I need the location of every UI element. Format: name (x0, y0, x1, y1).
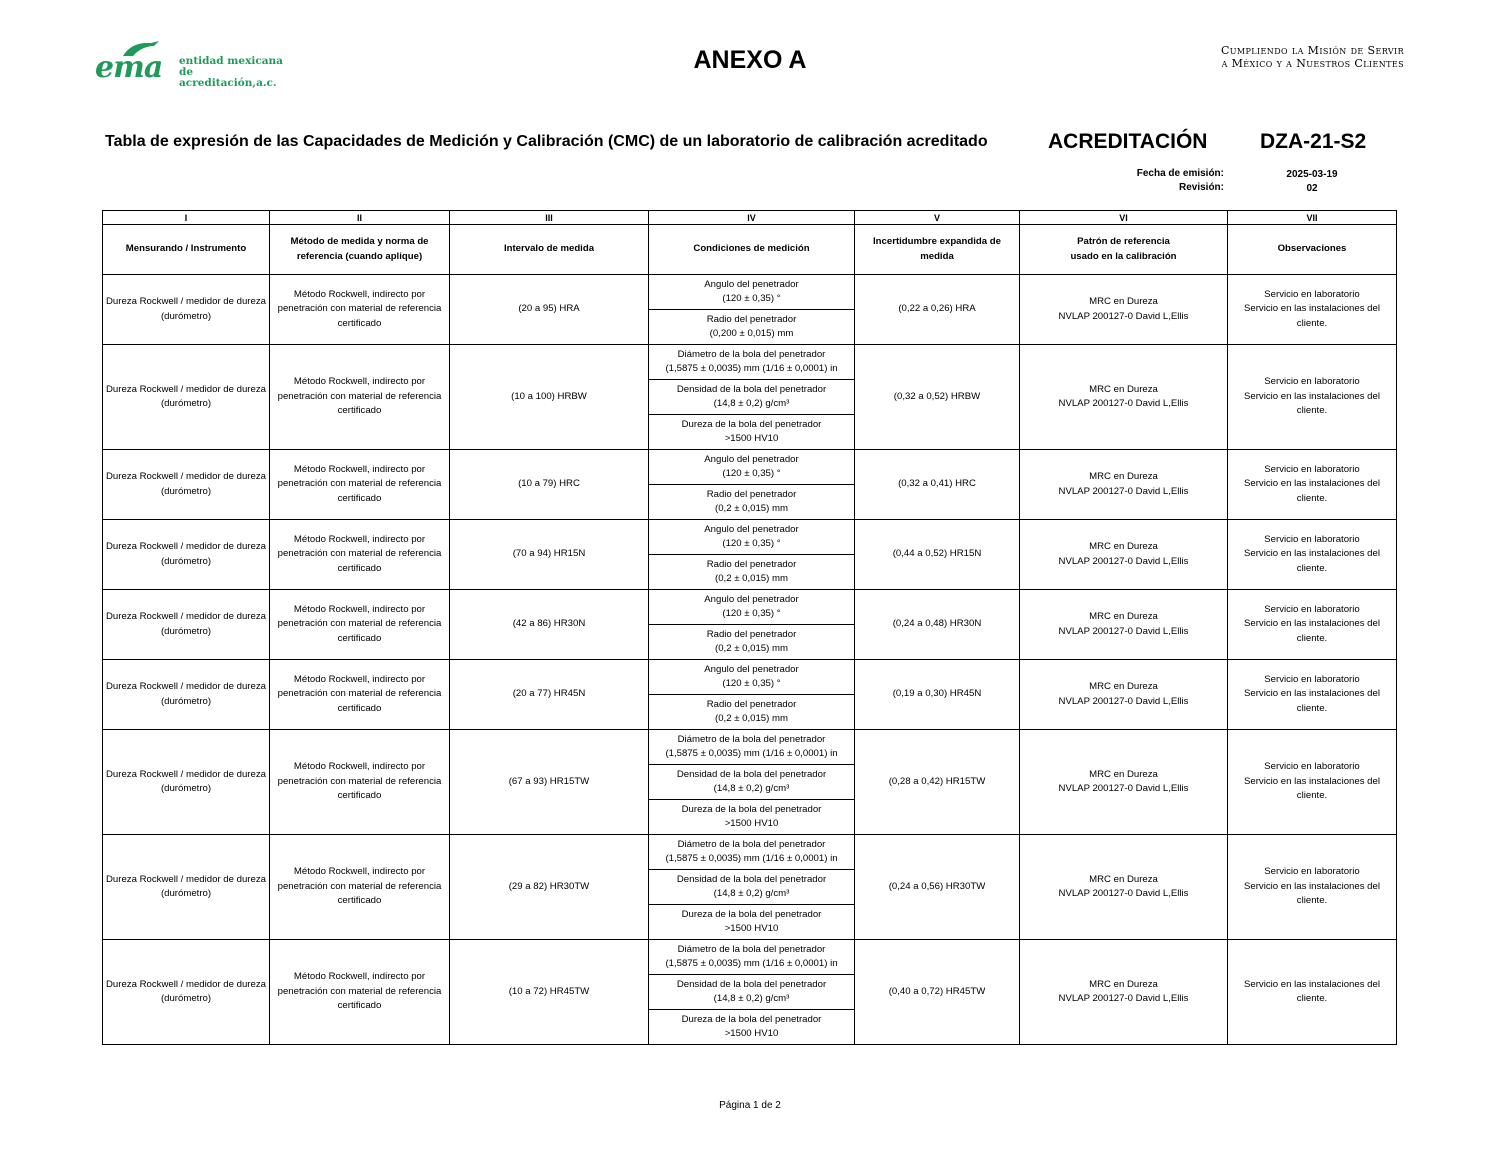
table-row (103, 450, 1397, 485)
table-row (103, 835, 1397, 870)
uncertainty-cell: (0,44 a 0,52) HR15N (855, 520, 1020, 590)
condition-cell: Diámetro de la bola del penetrador (1,5875 ± 0,0035) mm (1/16 ± 0,0001) in (649, 940, 855, 975)
condition-cell: Radio del penetrador (0,2 ± 0,015) mm (649, 555, 855, 590)
page-number: Página 1 de 2 (719, 1100, 781, 1111)
condition-cell: Densidad de la bola del penetrador (14,8 ± 0,2) g/cm³ (649, 975, 855, 1010)
revision-value: 02 (1306, 183, 1318, 194)
range-cell: (20 a 77) HR45N (450, 660, 649, 730)
range-cell: (29 a 82) HR30TW (450, 835, 649, 940)
condition-cell: Dureza de la bola del penetrador >1500 HV10 (649, 415, 855, 450)
condition-cell: Radio del penetrador (0,2 ± 0,015) mm (649, 485, 855, 520)
observations-cell: Servicio en laboratorio Servicio en las instalaciones del cliente. (1228, 660, 1397, 730)
measurand-cell: Dureza Rockwell / medidor de dureza (durómetro) (103, 450, 270, 520)
reference-standard-cell: MRC en Dureza NVLAP 200127-0 David L,Ellis (1020, 835, 1228, 940)
reference-standard-cell: MRC en Dureza NVLAP 200127-0 David L,Ellis (1020, 590, 1228, 660)
range-cell: (70 a 94) HR15N (450, 520, 649, 590)
range-cell: (42 a 86) HR30N (450, 590, 649, 660)
measurand-cell: Dureza Rockwell / medidor de dureza (durómetro) (103, 520, 270, 590)
column-header: Mensurando / Instrumento (103, 225, 270, 275)
logo-text-line2: de acreditación,a.c. (179, 66, 277, 89)
measurand-cell: Dureza Rockwell / medidor de dureza (durómetro) (103, 345, 270, 450)
condition-cell: Diámetro de la bola del penetrador (1,5875 ± 0,0035) mm (1/16 ± 0,0001) in (649, 345, 855, 380)
condition-cell: Radio del penetrador (0,200 ± 0,015) mm (649, 310, 855, 345)
reference-standard-cell: MRC en Dureza NVLAP 200127-0 David L,Ellis (1020, 660, 1228, 730)
observations-cell: Servicio en laboratorio Servicio en las instalaciones del cliente. (1228, 835, 1397, 940)
observations-cell: Servicio en laboratorio Servicio en las instalaciones del cliente. (1228, 345, 1397, 450)
condition-cell: Angulo del penetrador (120 ± 0,35) ° (649, 450, 855, 485)
condition-cell: Angulo del penetrador (120 ± 0,35) ° (649, 590, 855, 625)
page-title: ANEXO A (693, 46, 807, 74)
table-row (103, 275, 1397, 310)
uncertainty-cell: (0,32 a 0,52) HRBW (855, 345, 1020, 450)
issue-date: 2025-03-19 (1286, 169, 1338, 180)
condition-cell: Angulo del penetrador (120 ± 0,35) ° (649, 520, 855, 555)
condition-cell: Diámetro de la bola del penetrador (1,5875 ± 0,0035) mm (1/16 ± 0,0001) in (649, 835, 855, 870)
accreditation-label: ACREDITACIÓN (1048, 130, 1208, 153)
slogan-line2: a México y a Nuestros Clientes (1221, 57, 1404, 70)
range-cell: (10 a 72) HR45TW (450, 940, 649, 1045)
measurand-cell: Dureza Rockwell / medidor de dureza (durómetro) (103, 275, 270, 345)
condition-cell: Densidad de la bola del penetrador (14,8 ± 0,2) g/cm³ (649, 870, 855, 905)
table-row (103, 590, 1397, 625)
logo-mark: ema (95, 50, 163, 85)
range-cell: (10 a 79) HRC (450, 450, 649, 520)
condition-cell: Radio del penetrador (0,2 ± 0,015) mm (649, 695, 855, 730)
measurand-cell: Dureza Rockwell / medidor de dureza (durómetro) (103, 590, 270, 660)
uncertainty-cell: (0,22 a 0,26) HRA (855, 275, 1020, 345)
reference-standard-cell: MRC en Dureza NVLAP 200127-0 David L,Ellis (1020, 345, 1228, 450)
issue-date-label: Fecha de emisión: (1136, 168, 1224, 179)
method-cell: Método Rockwell, indirecto por penetración con material de referencia certificado (270, 520, 450, 590)
reference-standard-cell: MRC en Dureza NVLAP 200127-0 David L,Ellis (1020, 730, 1228, 835)
condition-cell: Densidad de la bola del penetrador (14,8 ± 0,2) g/cm³ (649, 380, 855, 415)
roman-header: VI (1020, 211, 1228, 225)
method-cell: Método Rockwell, indirecto por penetración con material de referencia certificado (270, 730, 450, 835)
range-cell: (67 a 93) HR15TW (450, 730, 649, 835)
reference-standard-cell: MRC en Dureza NVLAP 200127-0 David L,Ellis (1020, 520, 1228, 590)
reference-standard-cell: MRC en Dureza NVLAP 200127-0 David L,Ellis (1020, 940, 1228, 1045)
table-row (103, 345, 1397, 380)
range-cell: (10 a 100) HRBW (450, 345, 649, 450)
uncertainty-cell: (0,32 a 0,41) HRC (855, 450, 1020, 520)
column-header: Intervalo de medida (450, 225, 649, 275)
condition-cell: Angulo del penetrador (120 ± 0,35) ° (649, 660, 855, 695)
column-header: Incertidumbre expandida de medida (855, 225, 1020, 275)
table-body (103, 275, 1397, 1045)
range-cell: (20 a 95) HRA (450, 275, 649, 345)
method-cell: Método Rockwell, indirecto por penetración con material de referencia certificado (270, 835, 450, 940)
method-cell: Método Rockwell, indirecto por penetración con material de referencia certificado (270, 450, 450, 520)
reference-standard-cell: MRC en Dureza NVLAP 200127-0 David L,Ellis (1020, 450, 1228, 520)
method-cell: Método Rockwell, indirecto por penetración con material de referencia certificado (270, 345, 450, 450)
condition-cell: Diámetro de la bola del penetrador (1,5875 ± 0,0035) mm (1/16 ± 0,0001) in (649, 730, 855, 765)
condition-cell: Dureza de la bola del penetrador >1500 HV10 (649, 1010, 855, 1045)
reference-standard-cell: MRC en Dureza NVLAP 200127-0 David L,Ellis (1020, 275, 1228, 345)
roman-header: II (270, 211, 450, 225)
column-header: Patrón de referencia usado en la calibración (1020, 225, 1228, 275)
roman-header: VII (1228, 211, 1397, 225)
method-cell: Método Rockwell, indirecto por penetración con material de referencia certificado (270, 940, 450, 1045)
observations-cell: Servicio en laboratorio Servicio en las instalaciones del cliente. (1228, 590, 1397, 660)
roman-header: IV (649, 211, 855, 225)
uncertainty-cell: (0,28 a 0,42) HR15TW (855, 730, 1020, 835)
cmc-table (102, 210, 1397, 1045)
roman-header: III (450, 211, 649, 225)
table-row (103, 660, 1397, 695)
uncertainty-cell: (0,40 a 0,72) HR45TW (855, 940, 1020, 1045)
column-header: Condiciones de medición (649, 225, 855, 275)
condition-cell: Angulo del penetrador (120 ± 0,35) ° (649, 275, 855, 310)
method-cell: Método Rockwell, indirecto por penetración con material de referencia certificado (270, 590, 450, 660)
roman-header: V (855, 211, 1020, 225)
column-header: Observaciones (1228, 225, 1397, 275)
slogan-line1: Cumpliendo la Misión de Servir (1220, 44, 1404, 57)
observations-cell: Servicio en laboratorio Servicio en las instalaciones del cliente. (1228, 450, 1397, 520)
method-cell: Método Rockwell, indirecto por penetración con material de referencia certificado (270, 275, 450, 345)
measurand-cell: Dureza Rockwell / medidor de dureza (durómetro) (103, 660, 270, 730)
uncertainty-cell: (0,24 a 0,48) HR30N (855, 590, 1020, 660)
condition-cell: Radio del penetrador (0,2 ± 0,015) mm (649, 625, 855, 660)
measurand-cell: Dureza Rockwell / medidor de dureza (durómetro) (103, 940, 270, 1045)
observations-cell: Servicio en laboratorio Servicio en las instalaciones del cliente. (1228, 520, 1397, 590)
table-row (103, 940, 1397, 975)
roman-header-row (103, 211, 1397, 225)
uncertainty-cell: (0,24 a 0,56) HR30TW (855, 835, 1020, 940)
observations-cell: Servicio en laboratorio Servicio en las instalaciones del cliente. (1228, 730, 1397, 835)
slogan (1221, 44, 1404, 70)
condition-cell: Dureza de la bola del penetrador >1500 HV10 (649, 800, 855, 835)
measurand-cell: Dureza Rockwell / medidor de dureza (durómetro) (103, 835, 270, 940)
table-row (103, 520, 1397, 555)
method-cell: Método Rockwell, indirecto por penetración con material de referencia certificado (270, 660, 450, 730)
condition-cell: Dureza de la bola del penetrador >1500 HV10 (649, 905, 855, 940)
observations-cell: Servicio en laboratorio Servicio en las instalaciones del cliente. (1228, 275, 1397, 345)
observations-cell: Servicio en las instalaciones del cliente. (1228, 940, 1397, 1045)
accreditation-code: DZA-21-S2 (1260, 130, 1367, 153)
column-header: Método de medida y norma de referencia (cuando aplique) (270, 225, 450, 275)
roman-header: I (103, 211, 270, 225)
uncertainty-cell: (0,19 a 0,30) HR45N (855, 660, 1020, 730)
table-row (103, 730, 1397, 765)
logo-text-line1: entidad mexicana (179, 55, 283, 67)
condition-cell: Densidad de la bola del penetrador (14,8 ± 0,2) g/cm³ (649, 765, 855, 800)
measurand-cell: Dureza Rockwell / medidor de dureza (durómetro) (103, 730, 270, 835)
table-subtitle: Tabla de expresión de las Capacidades de Medición y Calibración (CMC) de un laboratorio de calibración acreditado (105, 133, 988, 150)
column-header-row (103, 225, 1397, 275)
revision-label: Revisión: (1178, 182, 1224, 193)
